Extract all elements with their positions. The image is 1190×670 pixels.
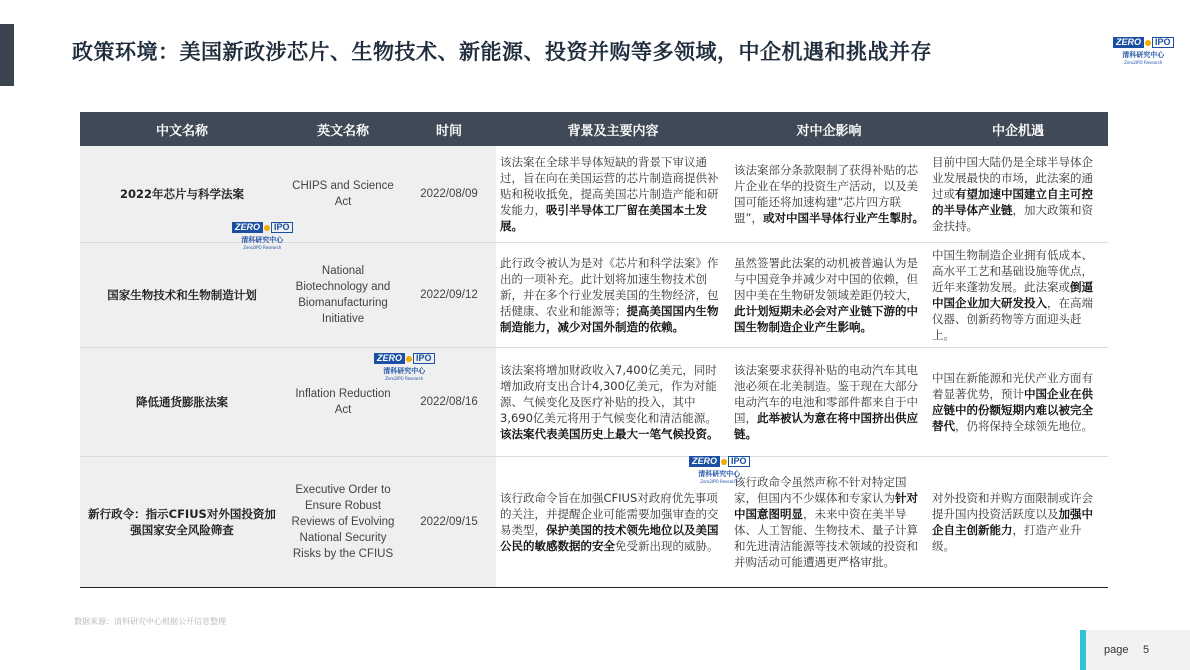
header-en-name: 英文名称 bbox=[284, 112, 402, 146]
cell-cn-name: 国家生物技术和生物制造计划 bbox=[80, 243, 284, 348]
cell-cn-name: 2022年芯片与科学法案 bbox=[80, 146, 284, 243]
logo-dot-icon bbox=[721, 459, 727, 465]
header-cn-name: 中文名称 bbox=[80, 112, 284, 146]
page-label: page bbox=[1104, 644, 1129, 656]
table-row bbox=[80, 348, 1108, 457]
header-background: 背景及主要内容 bbox=[496, 112, 730, 146]
cell-date: 2022/08/16 bbox=[402, 348, 496, 457]
table-row bbox=[80, 457, 1108, 588]
page-title: 政策环境：美国新政涉芯片、生物技术、新能源、投资并购等多领域，中企机遇和挑战并存 bbox=[72, 40, 932, 64]
page-indicator bbox=[1086, 630, 1190, 670]
logo-en-text: Zero2IPO Research bbox=[1124, 60, 1163, 65]
logo-dot-icon bbox=[264, 225, 270, 231]
cell-opportunity: 目前中国大陆仍是全球半导体企业发展最快的市场，此法案的通过或有望加速中国建立自主可控的半导体产业链，加大政策和资金扶持。 bbox=[928, 146, 1108, 243]
cell-en-name: National Biotechnology and Biomanufacturing Initiative bbox=[284, 243, 402, 348]
watermark-logo: ZERO IPO 清科研究中心 Zero2IPO Research bbox=[689, 456, 750, 484]
logo-dot-icon bbox=[406, 356, 412, 362]
header-date: 时间 bbox=[402, 112, 496, 146]
cell-impact: 该法案要求获得补贴的电动汽车其电池必须在北美制造。鉴于现在大部分电动汽车的电池和零部件都来自于中国，此举被认为意在将中国挤出供应链。 bbox=[730, 348, 928, 457]
cell-cn-name: 降低通货膨胀法案 bbox=[80, 348, 284, 457]
cell-date: 2022/09/12 bbox=[402, 243, 496, 348]
cell-date: 2022/08/09 bbox=[402, 146, 496, 243]
logo-dot-icon bbox=[1145, 40, 1151, 46]
cell-background: 此行政令被认为是对《芯片和科学法案》作出的一项补充。此计划将加速生物技术创新，并在多个行业发展美国的生物经济，包括健康、农业和能源等；提高美国国内生物制造能力，减少对国外制造的依赖。 bbox=[496, 243, 730, 348]
data-source-note: 数据来源：清科研究中心根据公开信息整理 bbox=[74, 617, 226, 626]
header-accent-bar bbox=[0, 24, 14, 86]
cell-impact: 该法案部分条款限制了获得补贴的芯片企业在华的投资生产活动，以及美国可能还将加速构建“芯片四方联盟”，或对中国半导体行业产生掣肘。 bbox=[730, 146, 928, 243]
watermark-logo: ZERO IPO 清科研究中心 Zero2IPO Research bbox=[232, 222, 293, 250]
cell-impact: 该行政命令虽然声称不针对特定国家，但国内不少媒体和专家认为针对中国意图明显，未来中资在美半导体、人工智能、生物技术、量子计算和先进清洁能源等技术领域的投资和并购活动可能遭遇更严格审批。 bbox=[730, 457, 928, 588]
cell-cn-name: 新行政令：指示CFIUS对外国投资加强国家安全风险筛查 bbox=[80, 457, 284, 588]
logo-cn-text: 清科研究中心 bbox=[1122, 51, 1165, 59]
cell-background: 该法案将增加财政收入7,400亿美元，同时增加政府支出合计4,300亿美元，作为对能源、气候变化及医疗补贴的投入，其中3,690亿美元将用于气候变化和清洁能源。该法案代表美国历史上最大一笔气候投资。 bbox=[496, 348, 730, 457]
header-opportunity: 中企机遇 bbox=[928, 112, 1108, 146]
page-number: 5 bbox=[1143, 644, 1150, 656]
table-header-row bbox=[80, 112, 1108, 146]
logo-zero-text: ZERO bbox=[1113, 37, 1144, 48]
policy-table bbox=[80, 112, 1108, 588]
cell-en-name: CHIPS and Science Act bbox=[284, 146, 402, 243]
cell-en-name: Executive Order to Ensure Robust Reviews of Evolving National Security Risks by the CFIUS bbox=[284, 457, 402, 588]
cell-opportunity: 中国生物制造企业拥有低成本、高水平工艺和基础设施等优点，近年来蓬勃发展。此法案或倒逼中国企业加大研发投入，在高端仪器、创新药物等方面迎头赶上。 bbox=[928, 243, 1108, 348]
cell-impact: 虽然签署此法案的动机被普遍认为是与中国竞争并减少对中国的依赖，但因中美在生物研发领域差距仍较大，此计划短期未必会对产业链下游的中国生物制造企业产生影响。 bbox=[730, 243, 928, 348]
watermark-logo: ZERO IPO 清科研究中心 Zero2IPO Research bbox=[374, 353, 435, 381]
cell-en-name: Inflation Reduction Act bbox=[284, 348, 402, 457]
zero2ipo-logo bbox=[1113, 37, 1174, 65]
header-impact: 对中企影响 bbox=[730, 112, 928, 146]
cell-background: 该行政命令旨在加强CFIUS对政府优先事项的关注，并提醒企业可能需要加强审查的交易类型，保护美国的技术领先地位以及美国公民的敏感数据的安全免受新出现的威胁。 bbox=[496, 457, 730, 588]
cell-opportunity: 中国在新能源和光伏产业方面有着显著优势，预计中国企业在供应链中的份额短期内难以被完全替代，仍将保持全球领先地位。 bbox=[928, 348, 1108, 457]
cell-opportunity: 对外投资和并购方面限制或许会提升国内投资活跃度以及加强中企自主创新能力，打造产业升级。 bbox=[928, 457, 1108, 588]
logo-ipo-text: IPO bbox=[1152, 37, 1174, 48]
cell-background: 该法案在全球半导体短缺的背景下审议通过，旨在向在美国运营的芯片制造商提供补贴和税收抵免，提高美国芯片制造产能和研发能力，吸引半导体工厂留在美国本土发展。 bbox=[496, 146, 730, 243]
table-row bbox=[80, 243, 1108, 348]
cell-date: 2022/09/15 bbox=[402, 457, 496, 588]
